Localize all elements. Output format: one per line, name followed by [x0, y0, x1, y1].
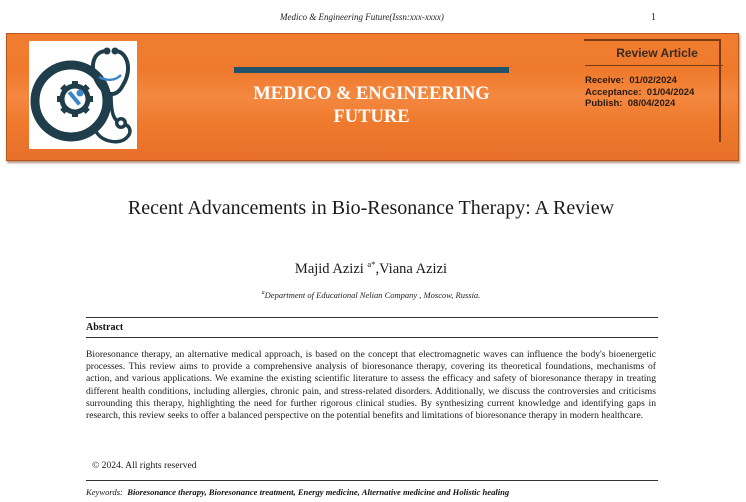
- abstract-heading: Abstract: [86, 322, 124, 333]
- affiliation-mark: a: [261, 290, 265, 297]
- date-receive: Receive: 01/02/2024: [585, 75, 677, 86]
- abstract-heading-rule: [86, 337, 658, 338]
- publication-dates: [585, 75, 694, 110]
- keywords-label: Keywords:: [86, 487, 123, 497]
- review-divider: [585, 65, 723, 66]
- author-1-affiliation-mark: a*: [367, 259, 376, 269]
- date-publish: Publish: 08/04/2024: [585, 98, 676, 109]
- keywords: [86, 487, 509, 497]
- affiliation: [0, 290, 742, 300]
- paper-title: Recent Advancements in Bio-Resonance Therapy: A Review: [127, 197, 615, 219]
- copyright-notice: © 2024. All rights reserved: [92, 460, 197, 471]
- running-head: Medico & Engineering Future(Issn:xxx-xxxx): [280, 12, 444, 22]
- date-acceptance: Acceptance: 01/04/2024: [585, 86, 695, 98]
- abstract-body: Bioresonance therapy, an alternative medical approach, is based on the concept that electromagnetic waves can influence the body's bioenergetic processes. This review aims to provide a comprehensive analysis of bioresonance therapy, covering its theoretical foundations, mechanisms of action, and various applications. We examine the existing scientific literature to assess the efficacy and safety of bioresonance therapy in treating different health conditions, including allergies, chronic pain, and stress-related disorders. Additionally, we discuss the controversies and criticisms surrounding this therapy, highlighting the need for further rigorous clinical studies. By synthesizing current knowledge and identifying gaps in research, this review seeks to offer a balanced perspective on the potential benefits and limitations of bioresonance therapy in modern healthcare.: [86, 349, 656, 422]
- article-type-label: Review Article: [616, 46, 698, 60]
- abstract-top-rule: [86, 317, 658, 318]
- stethoscope-gear-logo-icon: [29, 41, 137, 149]
- author-2: ,Viana Azizi: [375, 260, 448, 277]
- journal-logo: [29, 41, 137, 149]
- keywords-list: Bioresonance therapy, Bioresonance treatment, Energy medicine, Alternative medicine and Holistic healing: [127, 487, 510, 497]
- journal-title: [234, 83, 509, 129]
- page-number: 1: [651, 12, 656, 23]
- author-1: Majid Azizi: [294, 260, 364, 277]
- journal-title-line1: MEDICO & ENGINEERING: [253, 84, 490, 104]
- affiliation-text: Department of Educational Nelian Company , Moscow, Russia.: [264, 290, 481, 300]
- journal-banner: [6, 33, 739, 161]
- banner-accent-bar: [234, 67, 509, 73]
- keywords-top-rule: [86, 480, 658, 481]
- author-list: [0, 259, 742, 278]
- journal-title-line2: FUTURE: [333, 107, 410, 127]
